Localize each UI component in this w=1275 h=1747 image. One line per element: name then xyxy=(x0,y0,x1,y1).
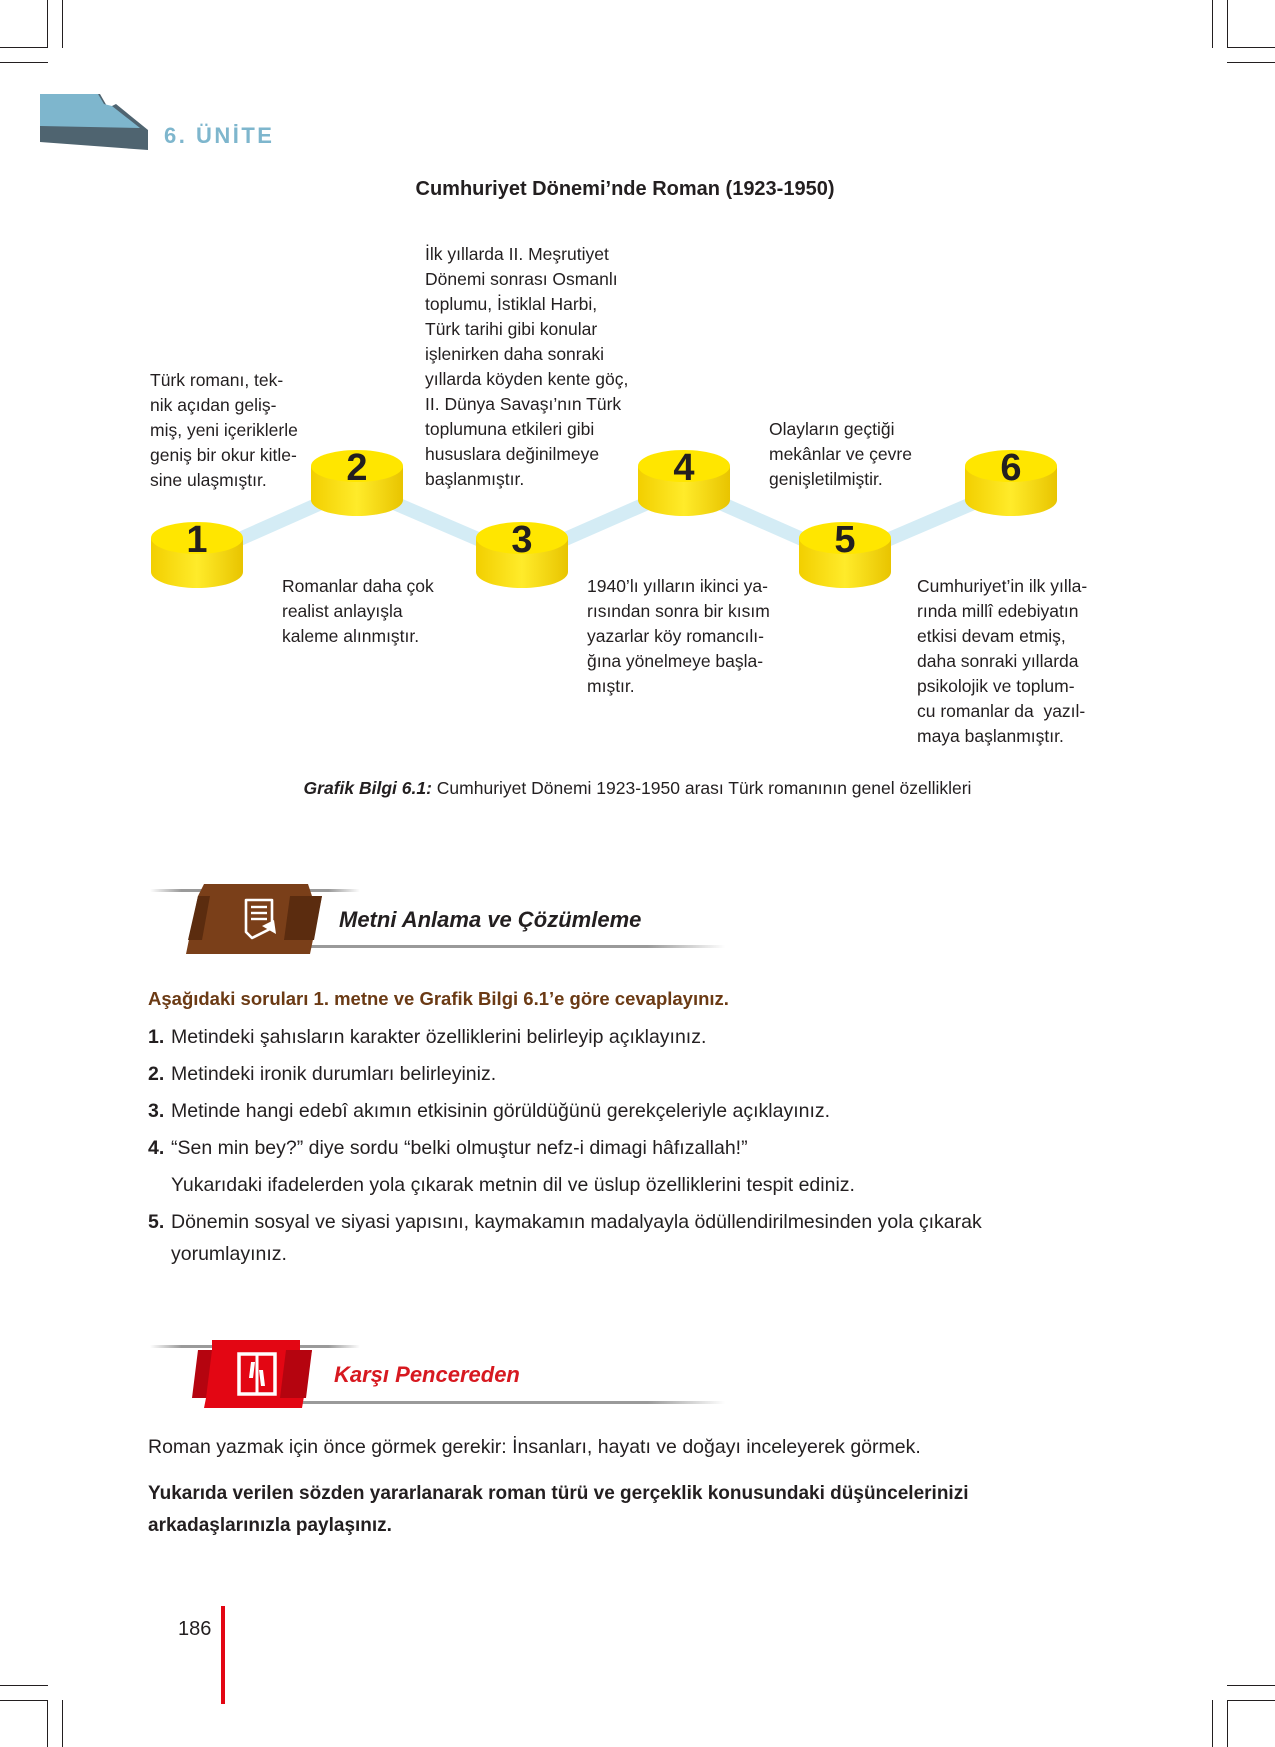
step-4-number: 4 xyxy=(673,447,695,489)
question-1-text: Metindeki şahısların karakter özelliklerini belirleyip açıklayınız. xyxy=(171,1026,707,1048)
step-6-cylinder xyxy=(965,447,1057,516)
step-5-cylinder xyxy=(799,519,891,588)
question-number: 5. xyxy=(148,1211,165,1233)
page-number-bar xyxy=(221,1606,225,1704)
step-1-number: 1 xyxy=(186,519,208,561)
question-3 xyxy=(148,1099,164,1123)
question-number: 4. xyxy=(148,1137,165,1159)
step-1-cylinder xyxy=(151,519,243,588)
step-6-text: Cumhuriyet’in ilk yılla- rında millî edebiyatın etkisi devam etmiş, daha sonraki yıllarda psikolojik ve toplum- cu romanlar da yazıl- maya başlanmıştır. xyxy=(917,576,1088,746)
step-1-text: Türk romanı, tek- nik açıdan geliş- miş, yeni içeriklerle geniş bir okur kitle- sine ulaşmıştır. xyxy=(150,370,298,490)
question-number: 3. xyxy=(148,1100,165,1122)
discussion-prompt: Yukarıda verilen sözden yararlanarak roman türü ve gerçeklik konusundaki düşüncelerinizi arkadaşlarınızla paylaşınız. xyxy=(148,1483,969,1536)
question-1 xyxy=(148,1025,164,1049)
question-3-text: Metinde hangi edebî akımın etkisinin görüldüğünü gerekçeleriyle açıklayınız. xyxy=(171,1100,831,1122)
question-5 xyxy=(148,1210,164,1234)
step-4-cylinder xyxy=(638,447,730,516)
unit-label: 6. ÜNİTE xyxy=(164,123,275,148)
question-2 xyxy=(148,1062,164,1086)
caption-label: Grafik Bilgi 6.1: xyxy=(303,778,432,798)
questions-instruction: Aşağıdaki soruları 1. metne ve Grafik Bilgi 6.1’e göre cevaplayınız. xyxy=(148,988,729,1009)
diagram-title: Cumhuriyet Dönemi’nde Roman (1923-1950) xyxy=(415,178,835,200)
step-6-number: 6 xyxy=(1000,447,1022,489)
step-3-number: 3 xyxy=(511,519,533,561)
question-4 xyxy=(148,1136,164,1160)
question-number: 2. xyxy=(148,1063,165,1085)
page-number: 186 xyxy=(178,1618,212,1640)
section-title-karsi-pencereden: Karşı Pencereden xyxy=(334,1362,520,1387)
question-number: 1. xyxy=(148,1026,165,1048)
section-title-metni-anlama: Metni Anlama ve Çözümleme xyxy=(339,907,642,932)
step-3-cylinder xyxy=(476,519,568,588)
question-2-text: Metindeki ironik durumları belirleyiniz. xyxy=(171,1063,497,1085)
question-5-text-line-2: yorumlayınız. xyxy=(171,1243,287,1265)
question-4-text-line-2: Yukarıdaki ifadelerden yola çıkarak metnin dil ve üslup özelliklerini tespit ediniz. xyxy=(171,1174,855,1196)
caption-text: Cumhuriyet Dönemi 1923-1950 arası Türk romanının genel özellikleri xyxy=(431,778,972,798)
quote-text: Roman yazmak için önce görmek gerekir: İnsanları, hayatı ve doğayı inceleyerek görmek. xyxy=(148,1436,921,1458)
step-3-text: İlk yıllarda II. Meşrutiyet Dönemi sonrası Osmanlı toplumu, İstiklal Harbi, Türk tarihi gibi konular işlenirken daha sonraki yıllarda köyden kente göç, II. Dünya Savaşı’nın Türk toplumuna etkileri gibi hususlara değinilmeye başlanmıştır. xyxy=(425,244,629,489)
question-5-text-line-1: Dönemin sosyal ve siyasi yapısını, kaymakamın madalyayla ödüllendirilmesinden yola çıkarak xyxy=(171,1211,982,1233)
step-5-text: Olayların geçtiği mekânlar ve çevre genişletilmiştir. xyxy=(769,419,912,489)
step-4-text: 1940’lı yılların ikinci ya- rısından sonra bir kısım yazarlar köy romancılı- ğına yönelmeye başla- mıştır. xyxy=(587,576,770,696)
step-2-number: 2 xyxy=(346,447,368,489)
step-2-cylinder xyxy=(311,447,403,516)
step-5-number: 5 xyxy=(834,519,856,561)
diagram-caption xyxy=(0,778,1275,799)
question-4-text-line-1: “Sen min bey?” diye sordu “belki olmuştur nefz-i dimagi hâfızallah!” xyxy=(171,1137,748,1159)
step-2-text: Romanlar daha çok realist anlayışla kaleme alınmıştır. xyxy=(282,576,434,646)
